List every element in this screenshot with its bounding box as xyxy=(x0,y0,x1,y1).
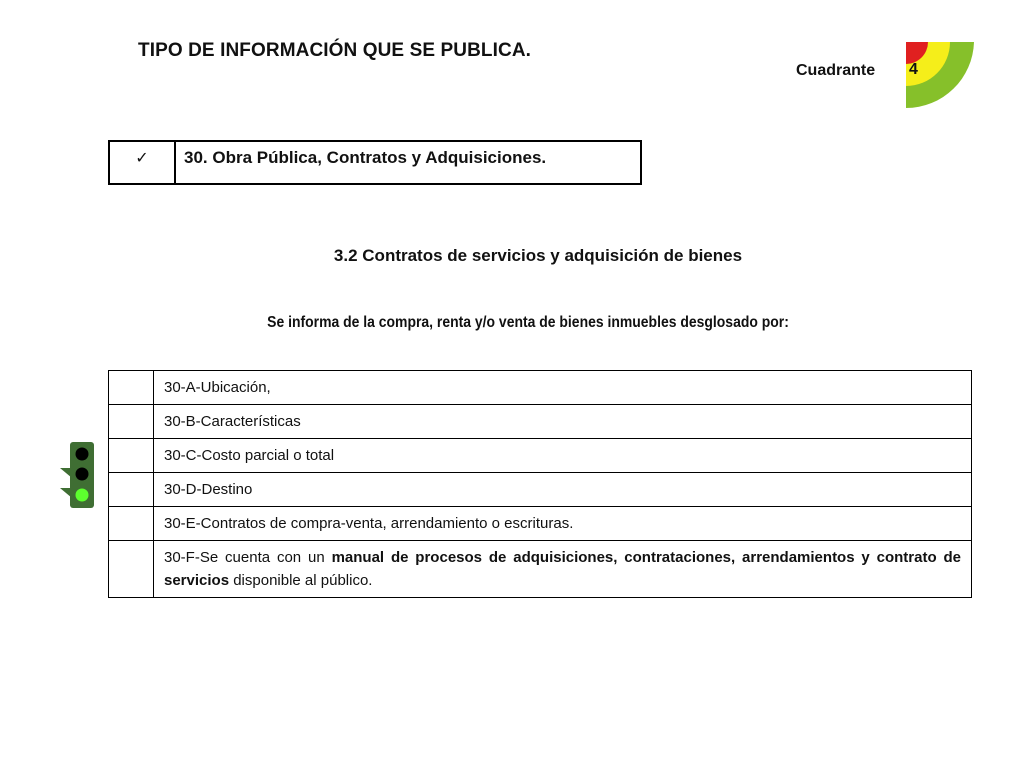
table-row xyxy=(109,507,972,541)
check-icon: ✓ xyxy=(109,141,175,184)
section-header-table xyxy=(108,140,642,185)
page-title: TIPO DE INFORMACIÓN QUE SE PUBLICA. xyxy=(138,40,532,61)
table-row xyxy=(109,541,972,598)
status-cell xyxy=(109,507,154,541)
item-text: 30-D-Destino xyxy=(154,473,972,507)
status-cell xyxy=(109,439,154,473)
table-row xyxy=(109,405,972,439)
item-text xyxy=(154,541,972,598)
item-text: 30-C-Costo parcial o total xyxy=(154,439,972,473)
item-text: 30-B-Características xyxy=(154,405,972,439)
item-f-prefix: 30-F-Se cuenta con un xyxy=(164,549,332,566)
status-cell xyxy=(109,473,154,507)
status-cell xyxy=(109,541,154,598)
item-f-suffix: disponible al público. xyxy=(229,572,373,589)
status-cell xyxy=(109,371,154,405)
table-row xyxy=(109,473,972,507)
item-f-bold: manual de procesos de adquisiciones, contrataciones, arrendamientos y contrato de servicios xyxy=(164,549,962,589)
cuadrante-number: 4 xyxy=(909,61,918,78)
cuadrante-label: Cuadrante xyxy=(796,62,876,79)
status-cell xyxy=(109,405,154,439)
table-row xyxy=(109,371,972,405)
items-table xyxy=(108,370,972,598)
item-text: 30-E-Contratos de compra-venta, arrendamiento o escrituras. xyxy=(154,507,972,541)
section-title: 30. Obra Pública, Contratos y Adquisiciones. xyxy=(175,141,641,184)
table-row xyxy=(109,439,972,473)
intro-text: Se informa de la compra, renta y/o venta de bienes inmuebles desglosado por: xyxy=(267,314,789,331)
subtitle: 3.2 Contratos de servicios y adquisición de bienes xyxy=(333,246,743,265)
item-text: 30-A-Ubicación, xyxy=(154,371,972,405)
traffic-light-icon xyxy=(60,442,96,510)
